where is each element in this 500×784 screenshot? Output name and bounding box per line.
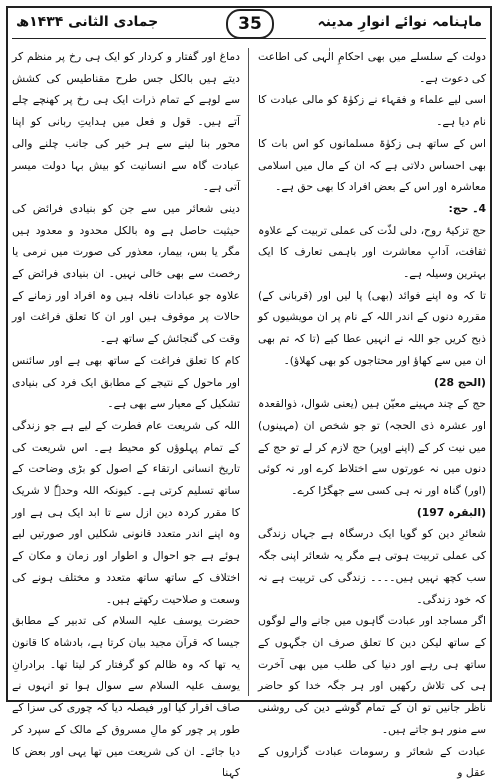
paragraph: حج تزکیۂ روح، دلی لذّت کی عملی تربیت کے علاوہ ثقافت، آدابِ معاشرت اور باہمی تعارف کا ایک بہترین وسیلہ ہے۔ [258, 223, 486, 281]
paragraph: اسی لیے علماء و فقہاء نے زکوٰۃ کو مالی عبادت کا نام دیا ہے۔ [258, 93, 486, 129]
paragraph: کام کا تعلق فراغت کے ساتھ بھی ہے اور سائنس اور ماحول کے نتیجے کے مطابق ایک فرد کی بنیادی تشکیل کے معیار سے بھی ہے۔ [12, 353, 240, 411]
paragraph: حضرت یوسف علیہ السلام کی تدبیر کے مطابق جیسا کہ قرآن مجید بیان کرتا ہے، بادشاہ کا قانون یہ تھا کہ وہ ظالم کو گرفتار کر لیتا تھا۔ برادرانِ یوسف علیہ السلام سے سوال ہوا تو انہوں نے صاف اقرار کیا اور فیصلہ دیا کہ چوری کی سزا کے طور پر چور کو مالِ مسروق کے مالک کے سپرد کر دیا جائے۔ ان کی شریعت میں تھا یہی اور بعض کا کہنا [12, 614, 240, 780]
paragraph: اللہ کی شریعت عام فطرت کے لیے ہے جو زندگی کے تمام پہلوؤں کو محیط ہے۔ اس شریعت کی تاریخ انسانی ارتقاء کے اصول کو بڑی وضاحت کے ساتھ تسلیم کرتی ہے۔ کیونکہ اللہ وحدہٗ لا شریک کا مقرر کردہ دین ازل سے تا ابد ایک ہی ہے اور وہ اپنے اندر متعدد قانونی شکلیں اور صورتیں لیے ہوئے ہے جو احوال و اطوار اور زمان و مکان کے اختلاف کے ساتھ ساتھ متعدد و مختلف ہونے کی وسعت و صلاحیت رکھتے ہیں۔ [12, 418, 240, 606]
header-rule [12, 38, 486, 39]
right-column [258, 46, 486, 780]
page-header [8, 8, 490, 42]
paragraph: اگر مساجد اور عبادت گاہوں میں جانے والے لوگوں کے ساتھ لیکن دین کا تعلق صرف ان جگہوں کے ساتھ ہی رہے اور دنیا کی طلب میں بھی آخرت ہی کی تلاش رکھیں اور ہر جگہ خدا کو حاضر ناظر جانیں تو ان کے تمام گوشے دین کی روشنی سے منور ہو جاتے ہیں۔ [258, 614, 486, 736]
paragraph: شعائرِ دین کو گویا ایک درسگاہ ہے جہاں زندگی کی عملی تربیت ہوتی ہے مگر یہ شعائر اپنی جگہ سب کچھ نہیں ہیں۔۔۔۔ زندگی کی تربیت ہے نہ کہ خود زندگی۔ [258, 527, 486, 606]
article-body [12, 46, 486, 780]
paragraph: دماغ اور گفتار و کردار کو ایک ہی رخ پر منظم کر دیتے ہیں بالکل جس طرح مقناطیس کی کشش سے لوہے کے تمام ذرات ایک ہی رخ پر کھنچے چلے آتے ہیں۔ قول و فعل میں ہدایتِ ربانی کو اپنا محور بنا لینے سے ہر خیر کی جانب چلنے والی عبادت گاہ سے انسانیت کو بیش بہا دولت میسر آتی ہے۔ [12, 50, 240, 194]
issue-date: جمادی الثانی ۱۴۳۴ھ [16, 14, 159, 30]
section-heading: 4۔ حج: [448, 201, 486, 215]
page-number: 35 [226, 9, 274, 39]
citation: (الحج 28) [434, 375, 486, 389]
paragraph: تا کہ وہ اپنے فوائد (بھی) پا لیں اور (قربانی کے) مقررہ دنوں کے اندر اللہ کے نام پر ان مویشیوں کو ذبح کریں جو اللہ نے انہیں عطا کیے (تا کہ تم بھی ان میں سے کھاؤ اور محتاجوں کو بھی کھلاؤ)۔ [258, 288, 486, 367]
paragraph: دولت کے سلسلے میں بھی احکامِ الٰہی کی اطاعت کی دعوت ہے۔ [258, 50, 486, 85]
paragraph: عبادت کے شعائر و رسومات عبادت گزاروں کے عقل و [258, 744, 486, 780]
paragraph: حج کے چند مہینے معیّن ہیں (یعنی شوال، ذوالقعدہ اور عشرہ ذی الحجہ) تو جو شخص ان (مہینوں) میں نیت کر کے (اپنے اوپر) حج لازم کر لے تو حج کے دنوں میں نہ عورتوں سے اختلاط کرے اور نہ کوئی (اور) گناہ اور نہ ہی کسی سے جھگڑا کرے۔ [258, 397, 486, 498]
paragraph: اس کے ساتھ ہی زکوٰۃ مسلمانوں کو اس بات کا بھی احساس دلاتی ہے کہ ان کے مال میں اسلامی معاشرہ اور اس کے بعض افراد کا بھی حق ہے۔ [258, 136, 486, 194]
page-frame [6, 6, 492, 780]
paragraph: دینی شعائر میں سے جن کو بنیادی فرائض کی حیثیت حاصل ہے وہ بالکل محدود و معدود ہیں مگر یا بس، بیمار، معذور کی صورت میں نرمی یا رخصت سے بھی خالی نہیں۔ ان بنیادی فرائض کے علاوہ جو عبادات نافلہ ہیں وہ افراد اور زمانے کے حالات پر موقوف ہیں اور ان کا تعلق فراغت اور وقت کی گنجائش کے ساتھ ہے۔ [12, 201, 240, 346]
citation: (البقرہ 197) [416, 505, 486, 519]
left-column [12, 46, 240, 780]
column-divider [248, 48, 249, 696]
magazine-title: ماہنامہ نوائے انوارِ مدینہ [317, 14, 482, 30]
